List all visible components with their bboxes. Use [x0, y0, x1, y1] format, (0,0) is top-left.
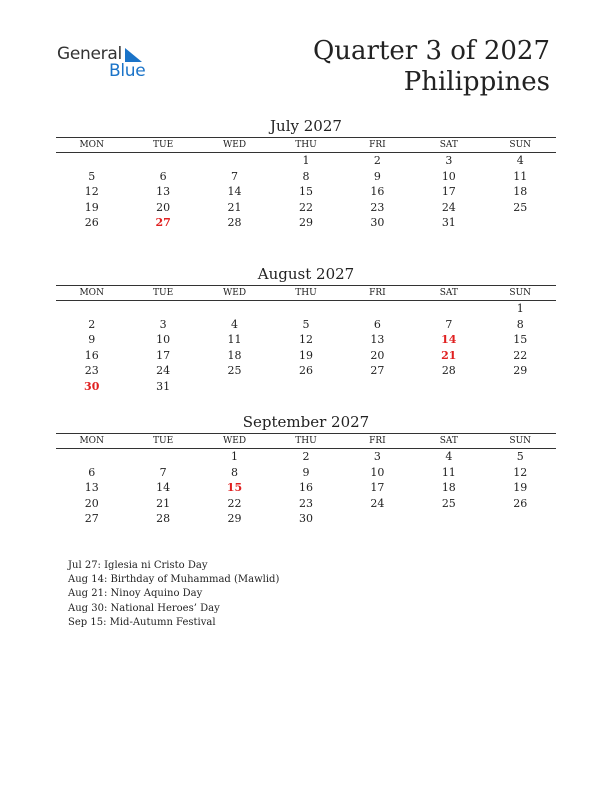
day-cell: 29 — [513, 364, 528, 377]
day-cell: 5 — [88, 169, 96, 183]
day-cell — [413, 301, 484, 317]
day-cell: 19 — [298, 348, 313, 362]
day-cell — [199, 301, 270, 317]
week-row — [56, 301, 556, 317]
day-cell: 2 — [88, 317, 96, 331]
day-cell — [56, 301, 127, 317]
weekday-label: WED — [223, 288, 247, 298]
holiday-item: Jul 27: Iglesia ni Cristo Day — [68, 560, 208, 571]
day-cell: 11 — [227, 333, 242, 346]
day-cell: 5 — [302, 317, 310, 331]
day-cell — [342, 511, 413, 527]
day-cell: 10 — [441, 169, 456, 183]
day-cell: 23 — [298, 496, 313, 510]
day-cell: 3 — [445, 154, 453, 167]
day-cell: 30 — [84, 379, 100, 393]
day-cell: 13 — [84, 481, 99, 494]
day-cell: 12 — [298, 333, 313, 346]
day-cell: 3 — [159, 317, 167, 331]
day-cell — [199, 379, 270, 395]
weekday-label: SAT — [439, 288, 458, 298]
day-cell: 24 — [156, 364, 171, 377]
day-cell: 26 — [298, 364, 313, 377]
day-cell: 9 — [88, 333, 96, 346]
day-cell: 20 — [156, 200, 171, 214]
day-cell: 29 — [298, 216, 313, 229]
day-cell: 17 — [156, 348, 171, 362]
day-cell: 21 — [227, 200, 242, 214]
day-cell: 25 — [441, 496, 456, 510]
day-cell: 17 — [370, 481, 385, 494]
day-cell — [413, 379, 484, 395]
day-cell: 6 — [88, 465, 96, 479]
day-cell: 21 — [156, 496, 171, 510]
month-calendar — [56, 412, 556, 527]
day-cell: 23 — [370, 200, 385, 214]
day-cell: 5 — [516, 450, 524, 463]
weekday-label: TUE — [153, 436, 174, 446]
day-cell: 20 — [84, 496, 99, 510]
day-cell: 14 — [156, 481, 171, 494]
title-country: Philippines — [403, 67, 550, 97]
day-cell: 10 — [370, 465, 385, 479]
day-cell: 10 — [156, 333, 171, 346]
day-cell — [485, 379, 556, 395]
day-cell: 18 — [513, 185, 528, 198]
day-cell: 1 — [302, 154, 310, 167]
day-cell — [199, 153, 270, 169]
day-cell — [413, 511, 484, 527]
weekday-label: TUE — [153, 140, 174, 150]
day-cell — [342, 301, 413, 317]
week-row — [56, 153, 556, 169]
day-cell: 15 — [298, 185, 313, 198]
day-cell: 8 — [302, 169, 310, 183]
title-quarter: Quarter 3 of 2027 — [312, 36, 550, 66]
week-row — [56, 465, 556, 481]
day-cell: 6 — [373, 317, 381, 331]
day-cell: 2 — [373, 154, 381, 167]
weekday-label: WED — [223, 436, 247, 446]
day-cell: 15 — [513, 333, 528, 346]
weekday-label: SUN — [509, 436, 532, 446]
week-row — [56, 332, 556, 348]
day-cell: 16 — [370, 185, 385, 198]
weekday-label: SAT — [439, 140, 458, 150]
weekday-label: THU — [295, 140, 317, 150]
day-cell: 13 — [156, 185, 171, 198]
day-cell: 28 — [441, 364, 456, 377]
day-cell: 21 — [441, 348, 457, 362]
weekday-label: MON — [79, 288, 104, 298]
day-cell: 27 — [370, 364, 385, 377]
day-cell: 12 — [84, 185, 99, 198]
day-cell: 8 — [516, 317, 524, 331]
week-row — [56, 169, 556, 185]
month-title: September 2027 — [242, 413, 370, 431]
weekday-label: WED — [223, 140, 247, 150]
day-cell: 11 — [441, 465, 456, 479]
day-cell: 22 — [513, 348, 528, 362]
weekday-label: THU — [295, 288, 317, 298]
day-cell — [270, 301, 341, 317]
day-cell: 16 — [84, 348, 99, 362]
day-cell: 7 — [231, 169, 239, 183]
day-cell — [127, 449, 198, 465]
day-cell: 3 — [373, 450, 381, 463]
day-cell: 27 — [84, 512, 99, 525]
week-row — [56, 317, 556, 333]
month-calendar — [56, 116, 556, 231]
day-cell — [485, 215, 556, 231]
holiday-list — [68, 559, 279, 630]
weekday-label: FRI — [369, 436, 386, 446]
weekday-label: SUN — [509, 140, 532, 150]
weekday-label: FRI — [369, 288, 386, 298]
day-cell: 17 — [441, 185, 456, 198]
day-cell: 14 — [441, 333, 457, 346]
month-title: July 2027 — [270, 117, 342, 135]
day-cell: 7 — [445, 317, 453, 331]
day-cell: 14 — [227, 185, 242, 198]
weekday-label: TUE — [153, 288, 174, 298]
day-cell: 24 — [441, 200, 456, 214]
day-cell: 12 — [513, 465, 528, 479]
day-cell: 19 — [84, 200, 99, 214]
day-cell: 2 — [302, 450, 310, 463]
week-row — [56, 363, 556, 379]
day-cell: 9 — [302, 465, 310, 479]
holiday-item: Sep 15: Mid-Autumn Festival — [68, 616, 216, 628]
day-cell: 25 — [513, 200, 528, 214]
weekday-label: MON — [79, 140, 104, 150]
day-cell: 1 — [231, 450, 239, 463]
day-cell: 22 — [227, 496, 242, 510]
holiday-item: Aug 21: Ninoy Aquino Day — [68, 588, 203, 600]
day-cell: 8 — [231, 465, 239, 479]
week-row — [56, 184, 556, 200]
day-cell: 1 — [516, 302, 524, 315]
day-cell: 7 — [159, 465, 167, 479]
weekday-label: SAT — [439, 436, 458, 446]
week-row — [56, 215, 556, 231]
week-row — [56, 496, 556, 512]
month-title: August 2027 — [257, 265, 355, 283]
day-cell — [342, 379, 413, 395]
weekday-header — [56, 433, 556, 449]
weekday-label: SUN — [509, 288, 532, 298]
day-cell: 16 — [298, 481, 313, 494]
weekday-label: FRI — [369, 140, 386, 150]
day-cell: 9 — [373, 169, 381, 183]
day-cell: 15 — [226, 481, 243, 494]
week-row — [56, 379, 556, 395]
week-row — [56, 511, 556, 527]
weekday-label: THU — [295, 436, 317, 446]
day-cell — [485, 511, 556, 527]
day-cell: 11 — [513, 169, 528, 183]
day-cell: 6 — [159, 169, 167, 183]
day-cell: 23 — [84, 364, 99, 377]
day-cell: 13 — [370, 333, 385, 346]
day-cell: 27 — [155, 216, 171, 229]
day-cell — [127, 301, 198, 317]
day-cell: 31 — [441, 216, 456, 229]
day-cell: 4 — [445, 450, 453, 463]
day-cell: 30 — [298, 512, 313, 525]
week-row — [56, 200, 556, 216]
page-title — [313, 36, 550, 98]
holiday-item: Aug 30: National Heroes’ Day — [68, 602, 220, 614]
day-cell — [270, 379, 341, 395]
holiday-item: Aug 14: Birthday of Muhammad (Mawlid) — [68, 574, 280, 586]
day-cell: 18 — [441, 481, 456, 494]
day-cell — [56, 449, 127, 465]
month-calendar — [56, 264, 556, 394]
day-cell: 18 — [227, 348, 242, 362]
day-cell: 4 — [516, 154, 524, 167]
weekday-header — [56, 137, 556, 153]
logo-blue-text: Blue — [109, 61, 146, 81]
day-cell: 26 — [84, 216, 99, 229]
week-row — [56, 480, 556, 496]
day-cell: 31 — [156, 379, 171, 393]
day-cell: 22 — [298, 200, 313, 214]
day-cell: 20 — [370, 348, 385, 362]
day-cell — [127, 153, 198, 169]
week-row — [56, 449, 556, 465]
weekday-label: MON — [79, 436, 104, 446]
day-cell: 25 — [227, 364, 242, 377]
day-cell — [56, 153, 127, 169]
day-cell: 26 — [513, 496, 528, 510]
day-cell: 24 — [370, 496, 385, 510]
day-cell: 19 — [513, 481, 528, 494]
weekday-header — [56, 285, 556, 301]
logo — [57, 44, 157, 84]
day-cell: 29 — [227, 512, 242, 525]
week-row — [56, 348, 556, 364]
day-cell: 4 — [231, 317, 239, 331]
day-cell: 28 — [227, 216, 242, 229]
day-cell: 30 — [370, 216, 385, 229]
day-cell: 28 — [156, 512, 171, 525]
logo-general-text: General — [57, 44, 122, 64]
